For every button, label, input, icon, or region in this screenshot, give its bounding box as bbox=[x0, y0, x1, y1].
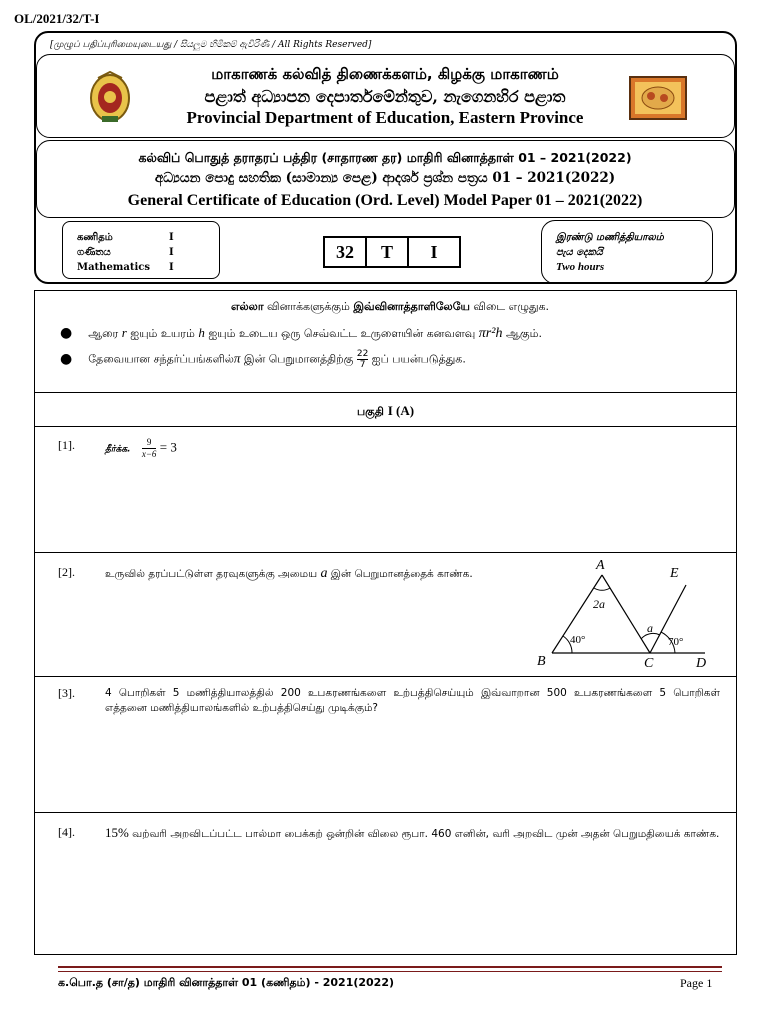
divider bbox=[34, 552, 737, 553]
duration-box bbox=[541, 220, 713, 284]
question-text: தீர்க்க. $\frac{9}{x-6}$ = 3 bbox=[105, 437, 177, 459]
subject-row: கணிதம் I bbox=[77, 232, 174, 243]
divider bbox=[34, 676, 737, 677]
triangle-figure bbox=[530, 555, 720, 673]
code-cell: 32 bbox=[325, 238, 367, 266]
sri-lanka-emblem-icon bbox=[88, 70, 132, 124]
code-cell: I bbox=[430, 241, 438, 262]
certificate-title-tamil: கல்விப் பொதுத் தராதரப் பத்திர (சாதாரண தர) மாதிரி வினாத்தாள் 01 – 2021(2022) bbox=[138, 150, 632, 165]
question-text: 4 பொறிகள் 5 மணித்தியாலத்தில் 200 உபகரணங்களை உற்பத்திசெய்யும் இவ்வாறான 500 உபகரணங்களை 5 பொறிகள் எத்தனை மணித்தியாலங்களில் உற்பத்திசெய்து முடிக்கும்? bbox=[105, 687, 720, 714]
vertex-d-label: D bbox=[696, 656, 707, 671]
section-heading: பகுதி I (A) bbox=[356, 403, 415, 418]
divider bbox=[34, 392, 737, 393]
question-number: [1]. bbox=[58, 438, 75, 452]
footer-text: க.பொ.த (சா/த) மாதிரி வினாத்தாள் 01 (கணிதம்) - 2021(2022) bbox=[58, 976, 395, 989]
line-ac bbox=[602, 575, 650, 653]
question-number: [4]. bbox=[58, 825, 75, 839]
footer-rule bbox=[58, 971, 722, 972]
main-instruction: எல்லா வினாக்களுக்கும் இவ்வினாத்தாளிலேயே விடை எழுதுக. bbox=[230, 300, 550, 313]
question-text: 15% வற்வரி அறவிடப்பட்ட பால்மா பைக்கற் ஒன்றின் விலை ரூபா. 460 எனின், வரி அறவிட முன் அதன் பெறுமதியைக் காண்க. bbox=[105, 825, 720, 840]
duration-sinhala: පැය දෙකයි bbox=[556, 247, 603, 258]
angle-2a-label: 2a bbox=[593, 597, 605, 611]
certificate-title-english: General Certificate of Education (Ord. Level) Model Paper 01 – 2021(2022) bbox=[127, 192, 643, 209]
code-cell: T bbox=[367, 238, 409, 266]
footer-rule bbox=[58, 966, 722, 968]
vertex-c-label: C bbox=[644, 656, 654, 671]
subject-box bbox=[62, 221, 220, 279]
department-title-tamil: மாகாணக் கல்வித் திணைக்களம், கிழக்கு மாகாணம் bbox=[211, 65, 559, 83]
duration-english: Two hours bbox=[556, 261, 605, 273]
angle-arc-a bbox=[594, 588, 610, 590]
provincial-logo-icon bbox=[629, 76, 687, 120]
divider bbox=[34, 812, 737, 813]
vertex-a-label: A bbox=[596, 558, 605, 573]
vertex-b-label: B bbox=[537, 654, 546, 669]
subject-row: ගණිතය I bbox=[77, 247, 174, 258]
rights-notice: [முழுப் பதிப்புரிமையுடையது / සියලුම හිමිකම් ඇවිරිණි / All Rights Reserved] bbox=[50, 40, 372, 50]
certificate-title-sinhala: අධ්‍යයන පොදු සහතික (සාමාන්‍ය පෙළ) ආදර්ශ ප්‍රශ්න පත්‍රය 01 – 2021(2022) bbox=[154, 170, 616, 186]
department-title-english: Provincial Department of Education, Eastern Province bbox=[186, 108, 584, 127]
angle-40-label: 40° bbox=[570, 634, 586, 646]
vertex-e-label: E bbox=[670, 566, 679, 581]
page-number: Page 1 bbox=[680, 976, 713, 990]
angle-70-label: 70° bbox=[668, 636, 684, 648]
department-title-sinhala: පළාත් අධ්‍යාපන දෙපාර්තමේන්තුව, නැගෙනහිර පළාත bbox=[204, 87, 566, 106]
question-number: [2]. bbox=[58, 565, 75, 579]
subject-row: Mathematics I bbox=[77, 262, 174, 273]
angle-a-label: a bbox=[647, 621, 653, 635]
question-text: உருவில் தரப்பட்டுள்ள தரவுகளுக்கு அமைய a இன் பெறுமானத்தைக் காண்க. bbox=[105, 566, 473, 581]
duration-tamil: இரண்டு மணித்தியாலம் bbox=[556, 232, 664, 243]
paper-code-box bbox=[323, 236, 461, 268]
question-number: [3]. bbox=[58, 686, 75, 700]
divider bbox=[34, 426, 737, 427]
instruction-bullet: ● தேவையான சந்தர்ப்பங்களில்π இன் பெறுமானத்திற்கு $\frac{22}{7}$ ஐப் பயன்படுத்துக. bbox=[60, 349, 466, 370]
paper-code: OL/2021/32/T-I bbox=[14, 11, 100, 26]
instruction-bullet: ● ஆரை r ஐயும் உயரம் h ஐயும் உடைய ஒரு செவ்வட்ட உருளையின் கனவளவு πr²h ஆகும். bbox=[60, 325, 542, 341]
